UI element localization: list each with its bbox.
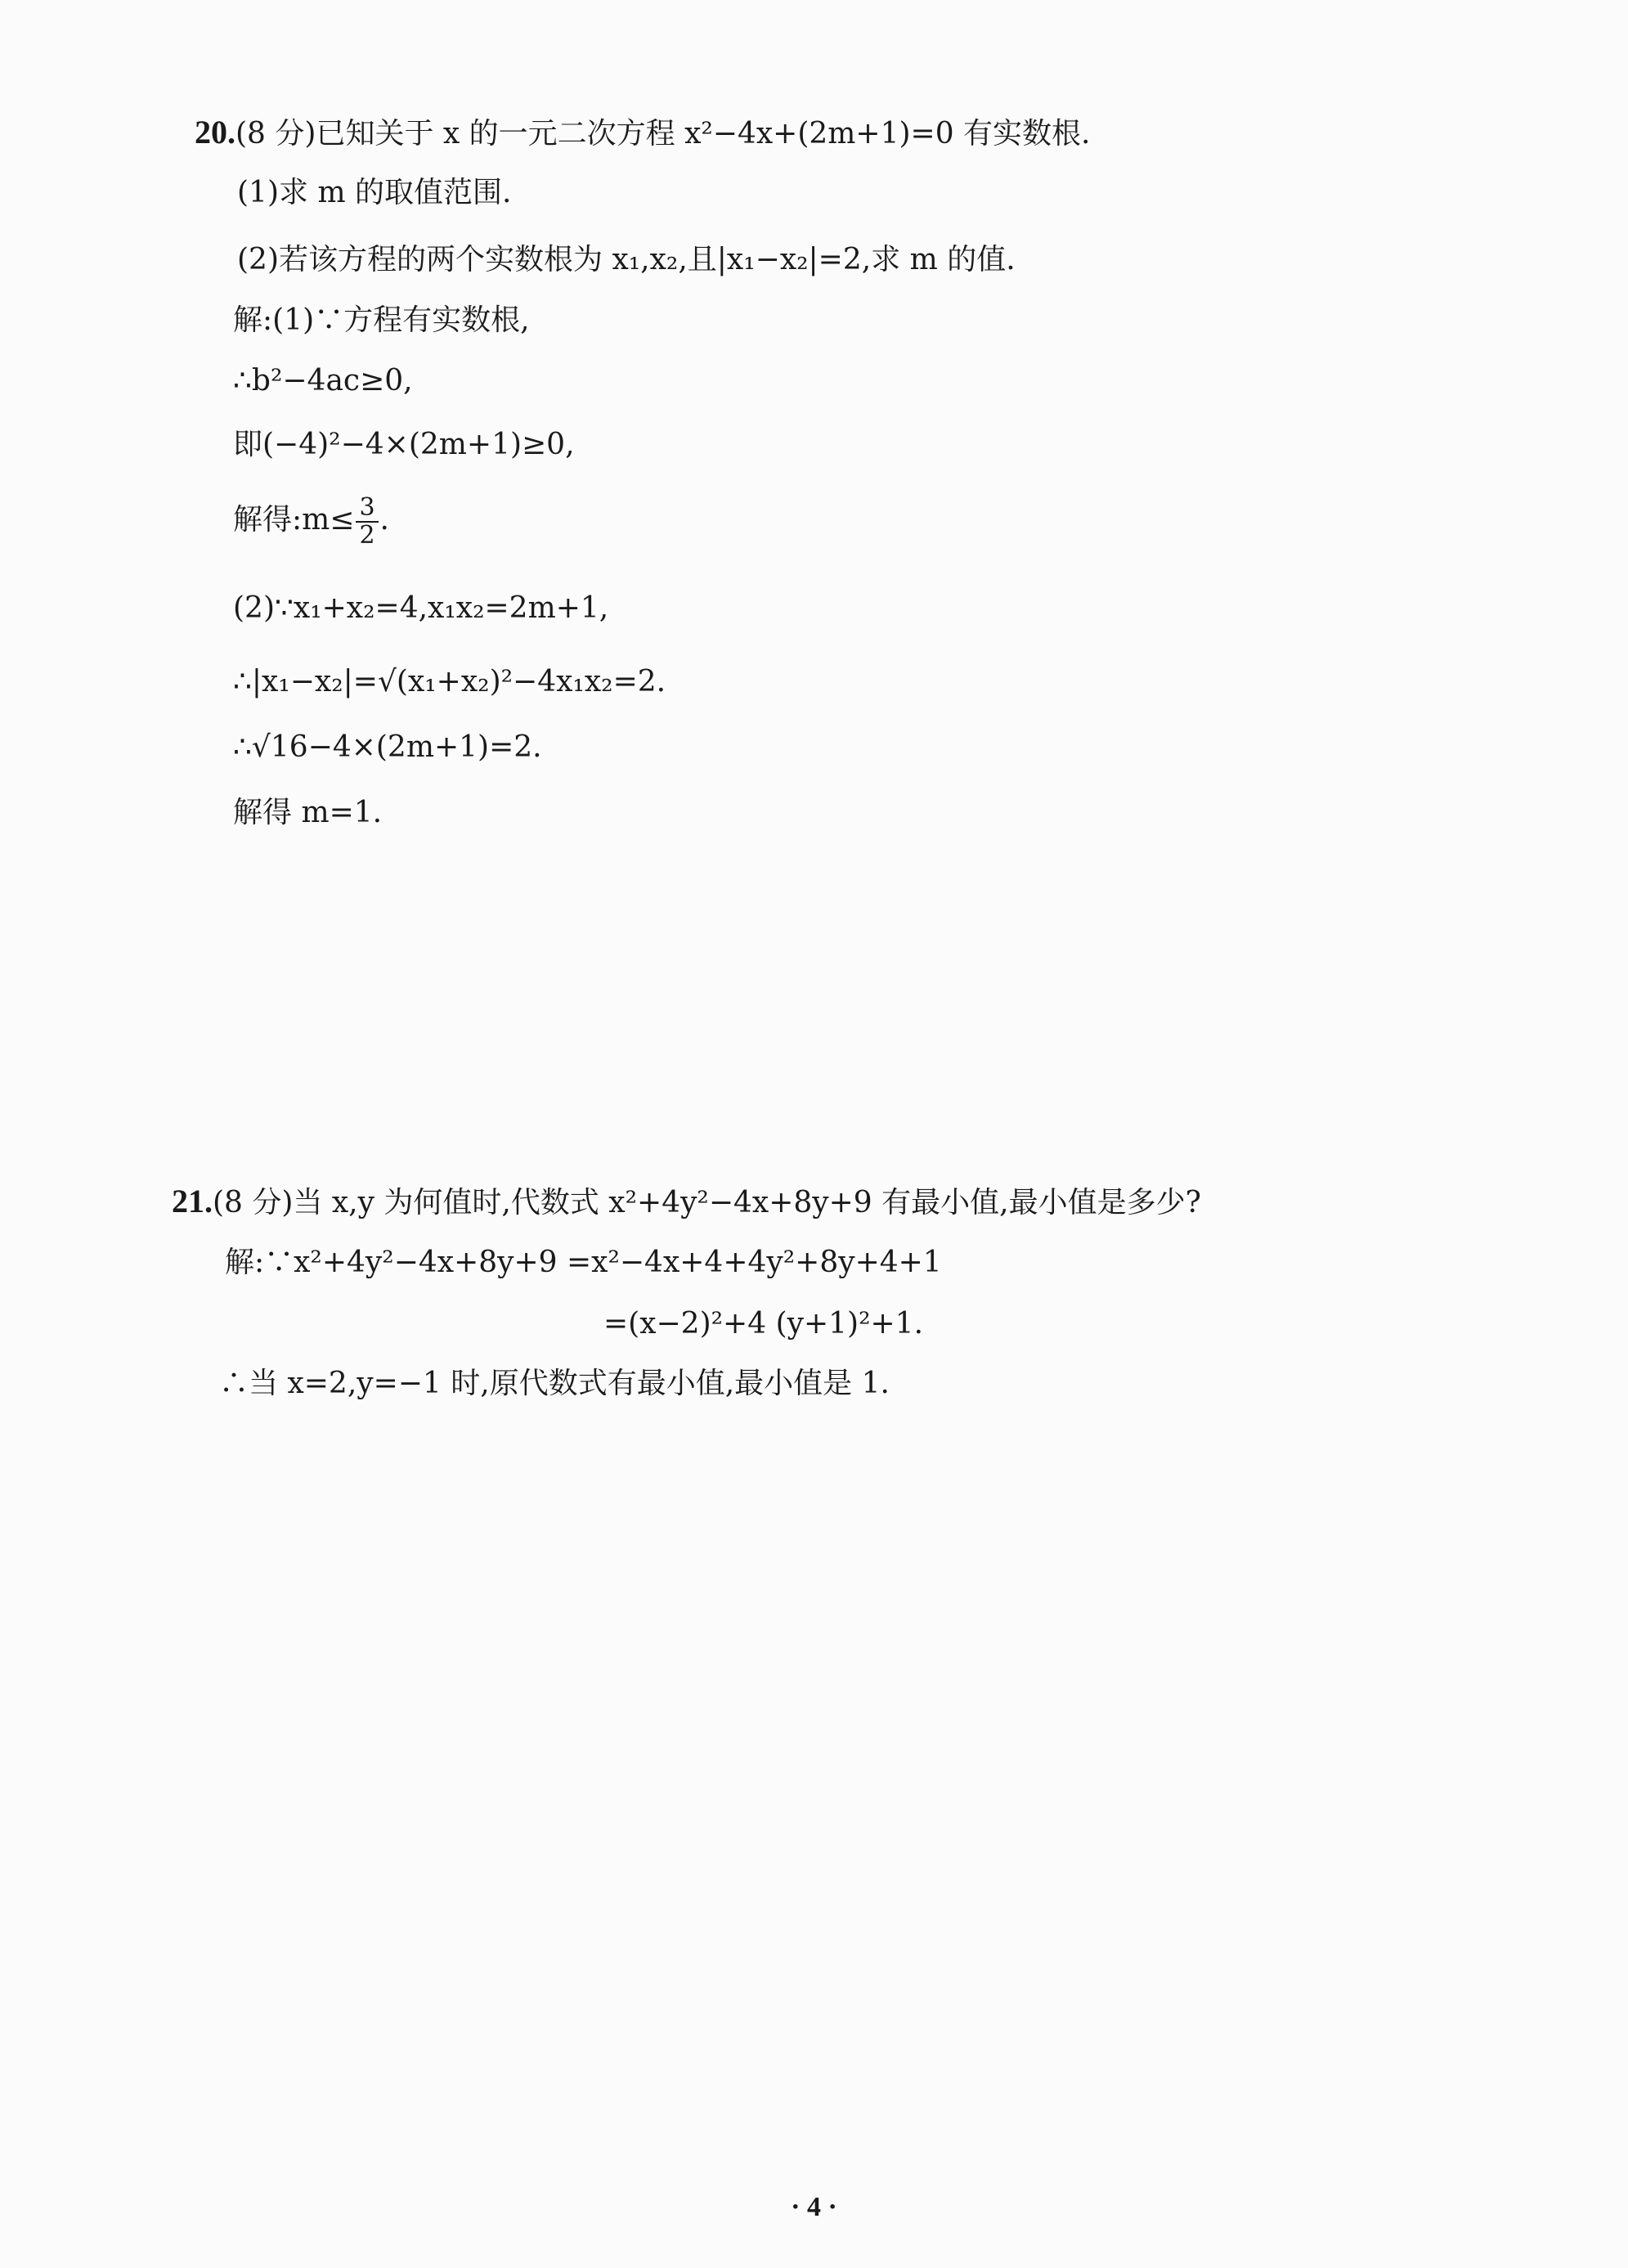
q21-stem: (8 分)当 x,y 为何值时,代数式 x²+4y²−4x+8y+9 有最小值,最小值是多少?	[213, 1186, 1201, 1219]
q21-solution-line-1: 解:∵x²+4y²−4x+8y+9 =x²−4x+4+4y²+8y+4+1	[225, 1246, 942, 1279]
q20-solution-line-6: ∴|x₁−x₂|=√(x₁+x₂)²−4x₁x₂=2.	[233, 665, 666, 698]
q20-stem-line	[195, 113, 1091, 154]
q20-stem: (8 分)已知关于 x 的一元二次方程 x²−4x+(2m+1)=0 有实数根.	[235, 117, 1091, 150]
q20-solution-line-7: ∴√16−4×(2m+1)=2.	[233, 730, 542, 764]
q20-number: 20.	[195, 114, 235, 150]
q21-stem-line	[172, 1182, 1201, 1223]
q20-solution-line-3: 即(−4)²−4×(2m+1)≥0,	[233, 428, 575, 461]
q20-solution-line-8: 解得 m=1.	[233, 796, 383, 829]
q20-solution-line-4	[233, 495, 389, 549]
q21-number: 21.	[172, 1183, 213, 1219]
fraction-numerator: 3	[356, 495, 378, 523]
q20-solution-line-5: (2)∵x₁+x₂=4,x₁x₂=2m+1,	[233, 591, 609, 625]
q21-solution-line-2: =(x−2)²+4 (y+1)²+1.	[603, 1307, 924, 1341]
q21-solution-line-3: ∴当 x=2,y=−1 时,原代数式有最小值,最小值是 1.	[219, 1367, 890, 1400]
fraction	[356, 495, 378, 549]
q20-part1: (1)求 m 的取值范围.	[237, 176, 512, 209]
q20-solution-line-4-suffix: .	[379, 503, 389, 537]
q20-solution-line-2: ∴b²−4ac≥0,	[233, 364, 413, 397]
q20-part2: (2)若该方程的两个实数根为 x₁,x₂,且|x₁−x₂|=2,求 m 的值.	[237, 243, 1016, 276]
q20-solution-line-1: 解:(1)∵方程有实数根,	[233, 303, 530, 337]
q20-solution-line-4-prefix: 解得:m≤	[233, 503, 355, 537]
page-number: · 4 ·	[791, 2192, 837, 2222]
fraction-denominator: 2	[359, 521, 375, 550]
